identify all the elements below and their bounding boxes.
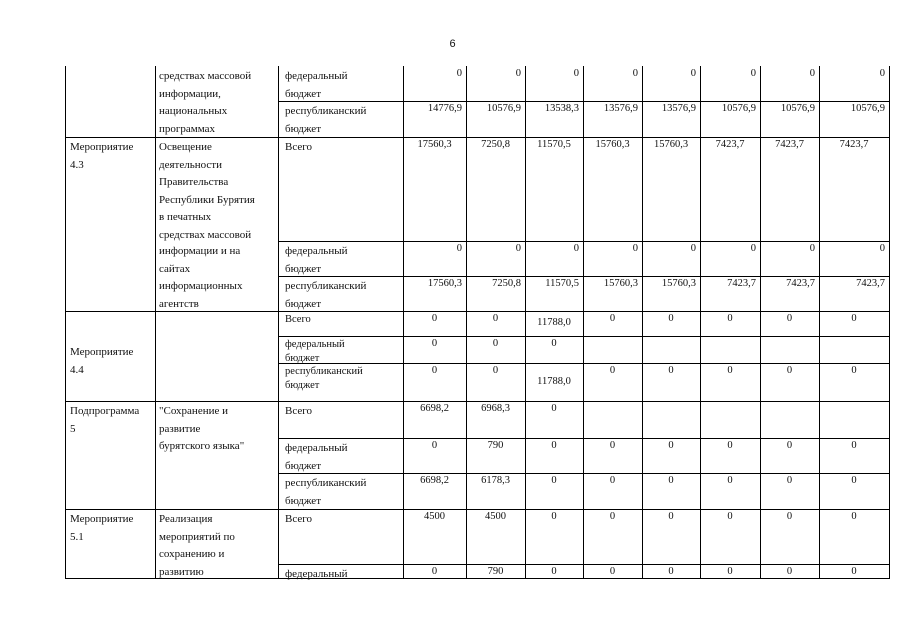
value-cell: 0 [632,68,638,79]
value-cell: 0 [551,440,557,451]
value-cell: 0 [727,566,733,577]
value-cell: 7423,7 [839,139,869,150]
value-cell: 0 [515,243,521,254]
value-cell: 0 [573,68,579,79]
value-cell: 0 [551,338,557,349]
value-cell: 13576,9 [661,103,696,114]
row-budget-source: Всего [285,141,312,153]
row-category-label: Мероприятие 4.3 [70,141,134,171]
value-cell: 0 [492,313,499,324]
value-cell: 17560,3 [427,278,462,289]
value-cell: 0 [690,68,696,79]
row-description: информации и на сайтах [159,245,241,275]
value-cell: 0 [750,68,756,79]
value-cell: 11788,0 [537,376,571,387]
value-cell: 0 [851,440,857,451]
value-cell: 0 [750,243,756,254]
value-cell: 14776,9 [427,103,462,114]
value-cell: 0 [851,566,857,577]
page-number: 6 [449,38,456,50]
value-cell: 6178,3 [481,475,510,486]
value-cell: 6698,2 [420,475,449,486]
value-cell: 0 [851,511,857,522]
value-cell: 790 [487,440,504,451]
value-cell: 0 [809,243,815,254]
row-description: "Сохранение и развитие бурятского языка" [159,405,245,453]
value-cell: 7423,7 [715,139,745,150]
row-description: информационных агентств [159,280,243,310]
row-budget-source: Всего [285,314,311,325]
row-category-label: Подпрограмма 5 [70,405,140,435]
value-cell: 0 [727,511,733,522]
value-cell: 0 [456,68,462,79]
value-cell: 0 [431,338,438,349]
value-cell: 0 [609,475,616,486]
value-cell: 0 [879,68,885,79]
value-cell: 0 [727,365,733,376]
value-cell: 0 [431,566,438,577]
value-cell: 4500 [424,511,445,522]
value-cell: 0 [727,313,733,324]
value-cell: 10576,9 [850,103,885,114]
value-cell: 13576,9 [603,103,638,114]
row-budget-source: республиканский бюджет [285,366,363,391]
value-cell: 0 [786,566,793,577]
value-cell: 7423,7 [856,278,885,289]
row-description: национальных программах [159,105,228,135]
grid-line [65,509,890,510]
value-cell: 0 [609,566,616,577]
value-cell: 0 [786,475,793,486]
value-cell: 7250,8 [481,139,510,150]
value-cell: 0 [551,566,557,577]
value-cell: 0 [609,440,616,451]
value-cell: 7423,7 [786,278,815,289]
row-description: средствах массовой информации, [159,70,252,100]
grid-line [889,66,890,578]
value-cell: 6968,3 [481,403,510,414]
value-cell: 6698,2 [420,403,449,414]
value-cell: 17560,3 [417,139,452,150]
grid-line [278,336,890,337]
grid-line [278,241,890,242]
value-cell: 0 [551,511,557,522]
row-budget-source: федеральный бюджет [285,442,348,472]
value-cell: 15760,3 [661,278,696,289]
value-cell: 11570,5 [545,278,579,289]
row-budget-source: федеральный бюджет [285,339,345,364]
value-cell: 7423,7 [727,278,756,289]
value-cell: 0 [786,440,793,451]
value-cell: 0 [573,243,579,254]
value-cell: 15760,3 [595,139,630,150]
row-budget-source: Всего [285,513,312,525]
value-cell: 0 [727,475,733,486]
value-cell: 0 [431,365,438,376]
row-budget-source: федеральный [285,568,348,580]
row-budget-source: федеральный бюджет [285,70,348,100]
row-budget-source: республиканский бюджет [285,280,367,310]
value-cell: 7250,8 [492,278,521,289]
value-cell: 10576,9 [721,103,756,114]
row-category-label: Мероприятие 5.1 [70,513,134,543]
value-cell: 11788,0 [537,317,571,328]
value-cell: 0 [786,365,793,376]
value-cell: 15760,3 [653,139,689,150]
row-description: Реализация мероприятий по сохранению и развитию [159,513,235,578]
row-category-label: Мероприятие 4.4 [70,346,134,376]
grid-line [65,401,890,402]
value-cell: 0 [851,475,857,486]
value-cell: 0 [668,313,674,324]
value-cell: 0 [879,243,885,254]
row-budget-source: Всего [285,405,312,417]
value-cell: 0 [632,243,638,254]
value-cell: 0 [786,313,793,324]
value-cell: 13538,3 [544,103,579,114]
row-budget-source: республиканский бюджет [285,477,367,507]
row-description: Освещение деятельности Правительства Республики Бурятия в печатных средствах массовой [159,141,255,241]
value-cell: 0 [786,511,793,522]
value-cell: 0 [492,338,499,349]
value-cell: 790 [487,566,504,577]
value-cell: 0 [851,313,857,324]
value-cell: 11570,5 [537,139,571,150]
value-cell: 0 [456,243,462,254]
row-budget-source: республиканский бюджет [285,105,367,135]
value-cell: 0 [668,511,674,522]
value-cell: 0 [609,365,616,376]
value-cell: 7423,7 [775,139,804,150]
value-cell: 0 [431,440,438,451]
value-cell: 0 [668,475,674,486]
value-cell: 0 [809,68,815,79]
value-cell: 0 [431,313,438,324]
value-cell: 0 [551,475,557,486]
value-cell: 10576,9 [486,103,521,114]
value-cell: 0 [609,313,616,324]
value-cell: 0 [492,365,499,376]
value-cell: 0 [727,440,733,451]
value-cell: 0 [851,365,857,376]
value-cell: 0 [690,243,696,254]
value-cell: 0 [668,440,674,451]
value-cell: 0 [668,365,674,376]
row-budget-source: федеральный бюджет [285,245,348,275]
value-cell: 4500 [485,511,506,522]
value-cell: 0 [551,403,557,414]
value-cell: 15760,3 [603,278,638,289]
grid-line [65,66,66,578]
grid-line [278,564,890,565]
value-cell: 10576,9 [780,103,815,114]
grid-line [278,438,890,439]
value-cell: 0 [668,566,674,577]
value-cell: 0 [515,68,521,79]
value-cell: 0 [609,511,616,522]
